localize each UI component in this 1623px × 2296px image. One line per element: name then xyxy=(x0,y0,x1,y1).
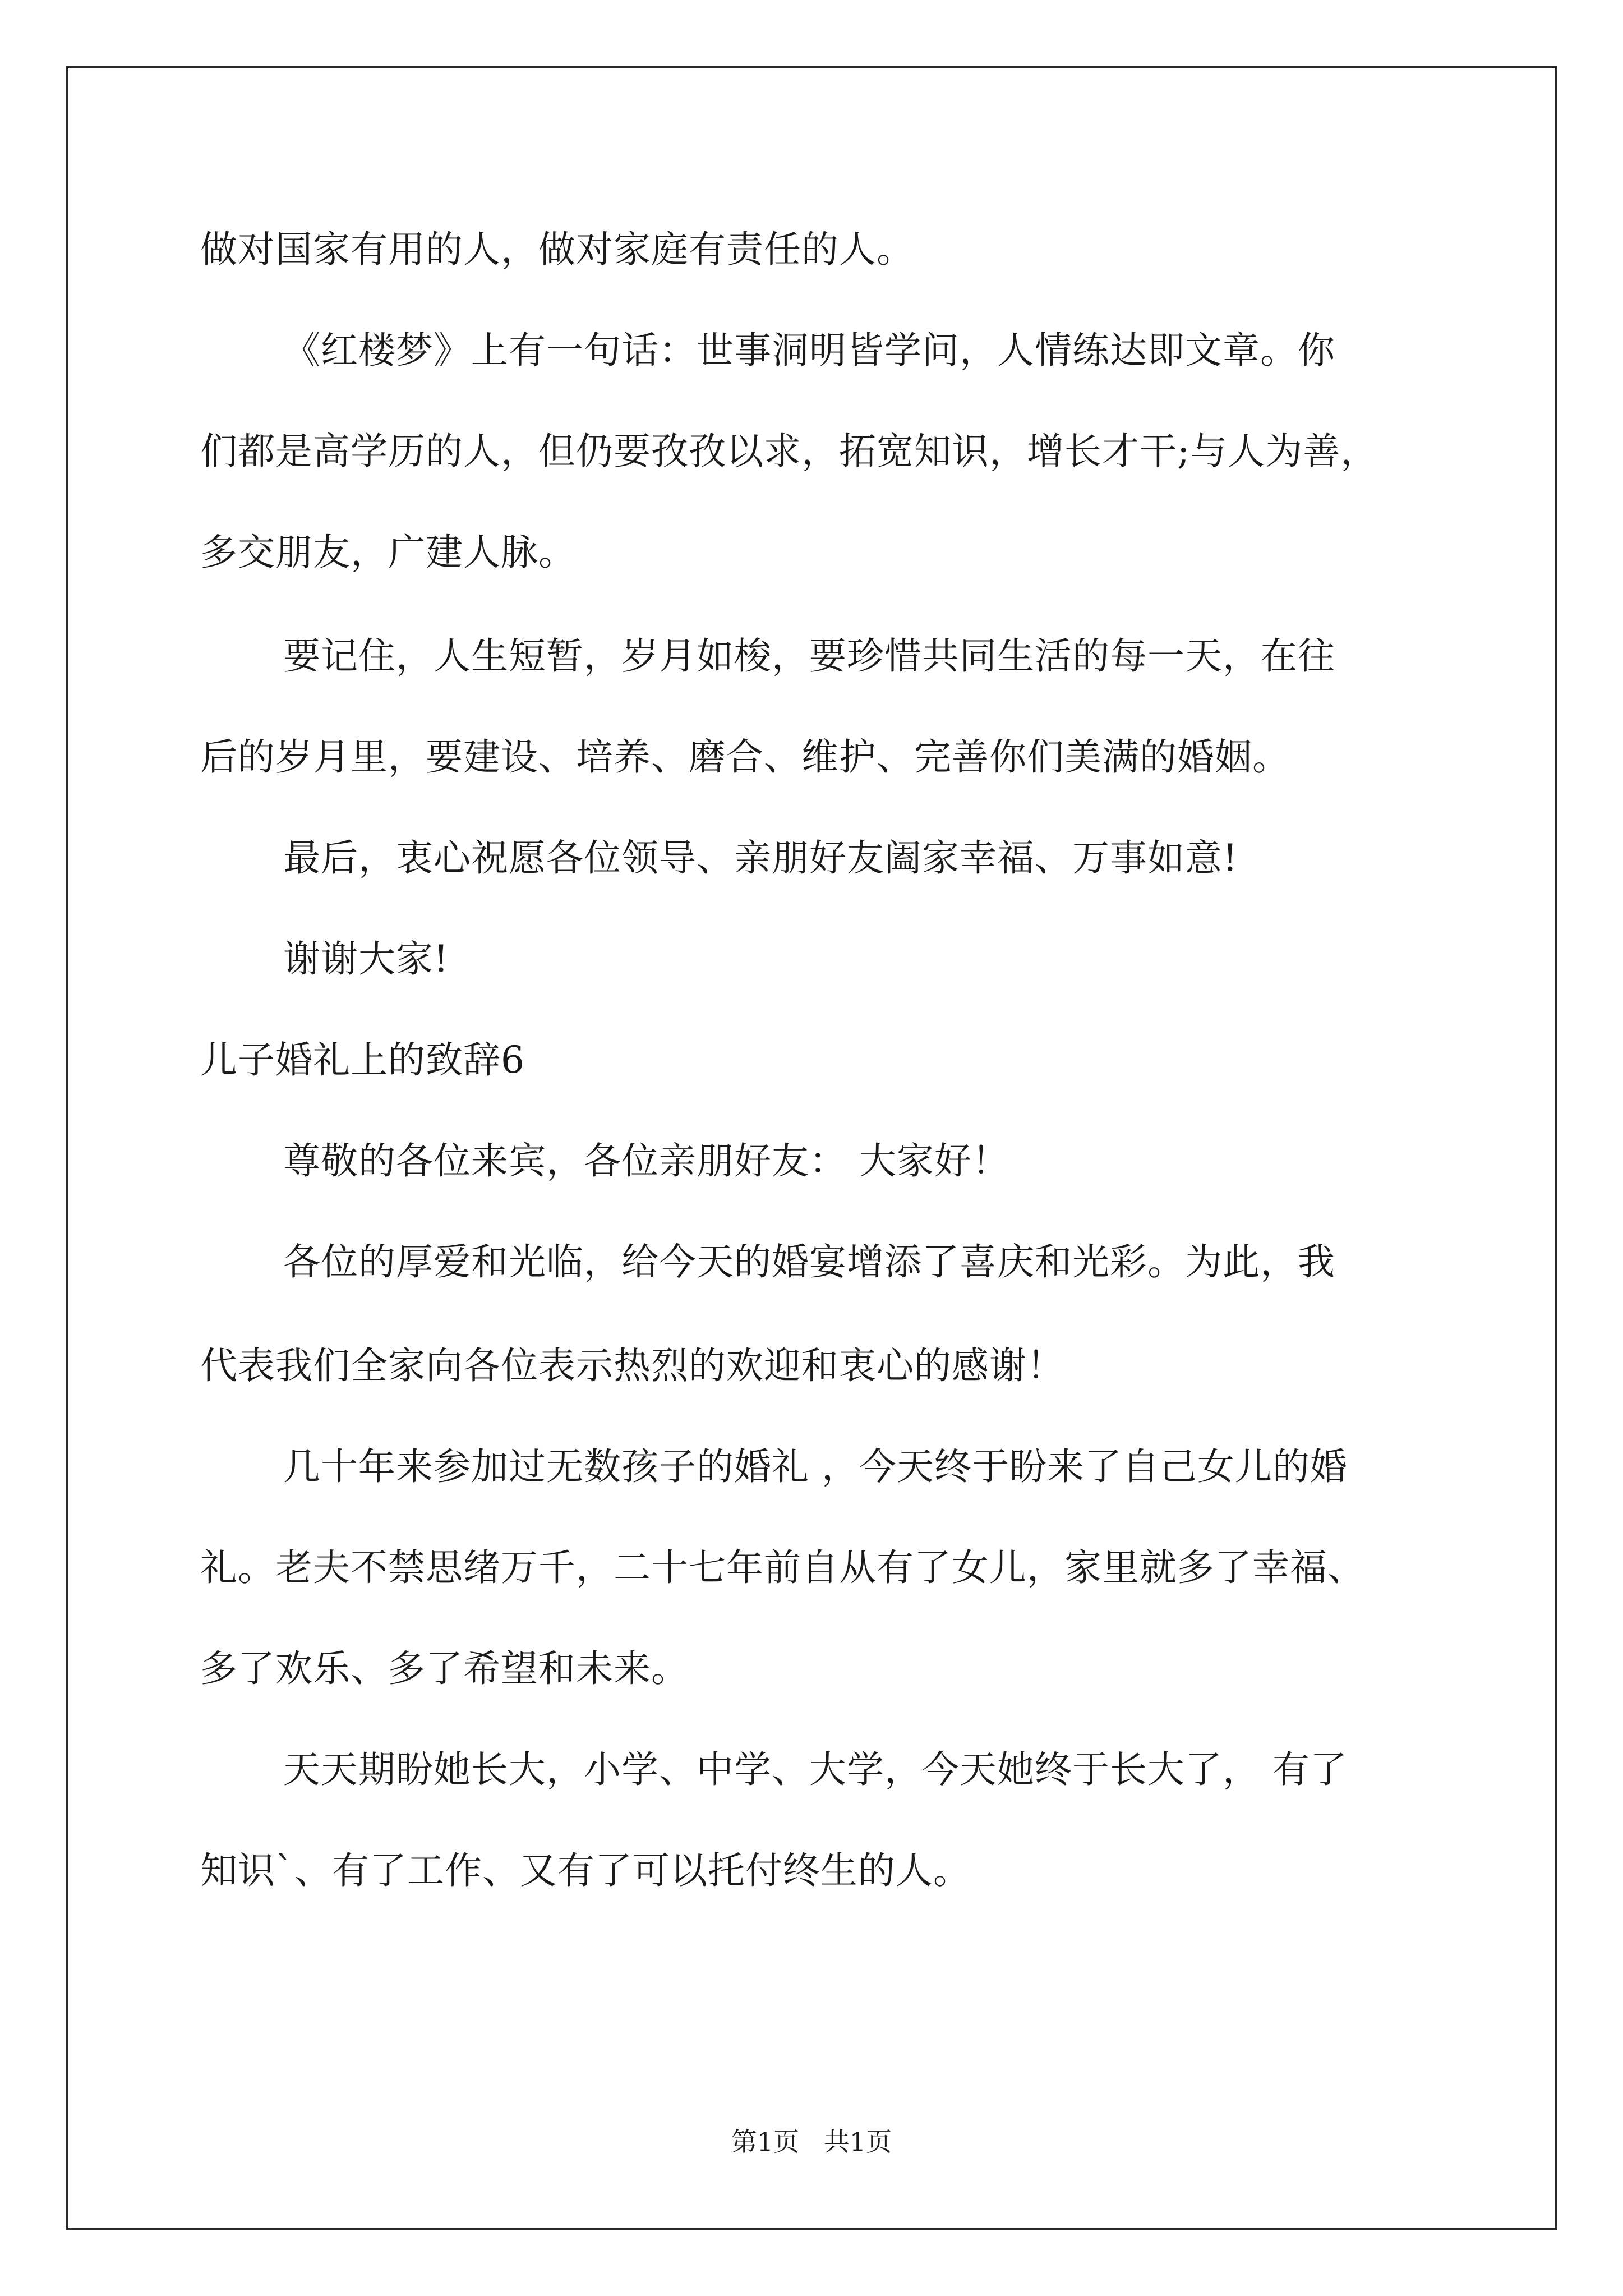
text-line: 最后，衷心祝愿各位领导、亲朋好友阖家幸福、万事如意! xyxy=(283,836,1238,880)
text-line: 礼。老夫不禁思绪万千，二十七年前自从有了女儿，家里就多了幸福、 xyxy=(200,1546,1365,1589)
text-line: 天天期盼她长大，小学、中学、大学，今天她终于长大了， 有了 xyxy=(283,1748,1348,1791)
text-line: 要记住，人生短暂，岁月如梭，要珍惜共同生活的每一天，在往 xyxy=(283,634,1335,678)
section-heading: 儿子婚礼上的致辞6 xyxy=(200,1038,525,1082)
text-line: 各位的厚爱和光临，给今天的婚宴增添了喜庆和光彩。为此，我 xyxy=(283,1240,1335,1283)
text-line: 谢谢大家! xyxy=(283,937,449,981)
text-line: 多交朋友，广建人脉。 xyxy=(200,531,576,574)
text-line: 后的岁月里，要建设、培养、磨合、维护、完善你们美满的婚姻。 xyxy=(200,735,1290,779)
text-line: 们都是高学历的人，但仍要孜孜以求，拓宽知识，增长才干;与人为善， xyxy=(200,430,1378,473)
text-line: 代表我们全家向各位表示热烈的欢迎和衷心的感谢！ xyxy=(200,1344,1064,1387)
text-line: 多了欢乐、多了希望和未来。 xyxy=(200,1647,689,1690)
text-line: 知识`、有了工作、又有了可以托付终生的人。 xyxy=(200,1849,971,1892)
text-line: 《红楼梦》上有一句话：世事洞明皆学问，人情练达即文章。你 xyxy=(283,329,1335,372)
text-line: 做对国家有用的人，做对家庭有责任的人。 xyxy=(200,228,914,271)
text-line: 几十年来参加过无数孩子的婚礼 ，今天终于盼来了自己女儿的婚 xyxy=(283,1445,1348,1488)
text-line: 尊敬的各位来宾，各位亲朋好友： 大家好！ xyxy=(283,1139,1009,1182)
page-footer: 第1页 共1页 xyxy=(731,2127,892,2157)
